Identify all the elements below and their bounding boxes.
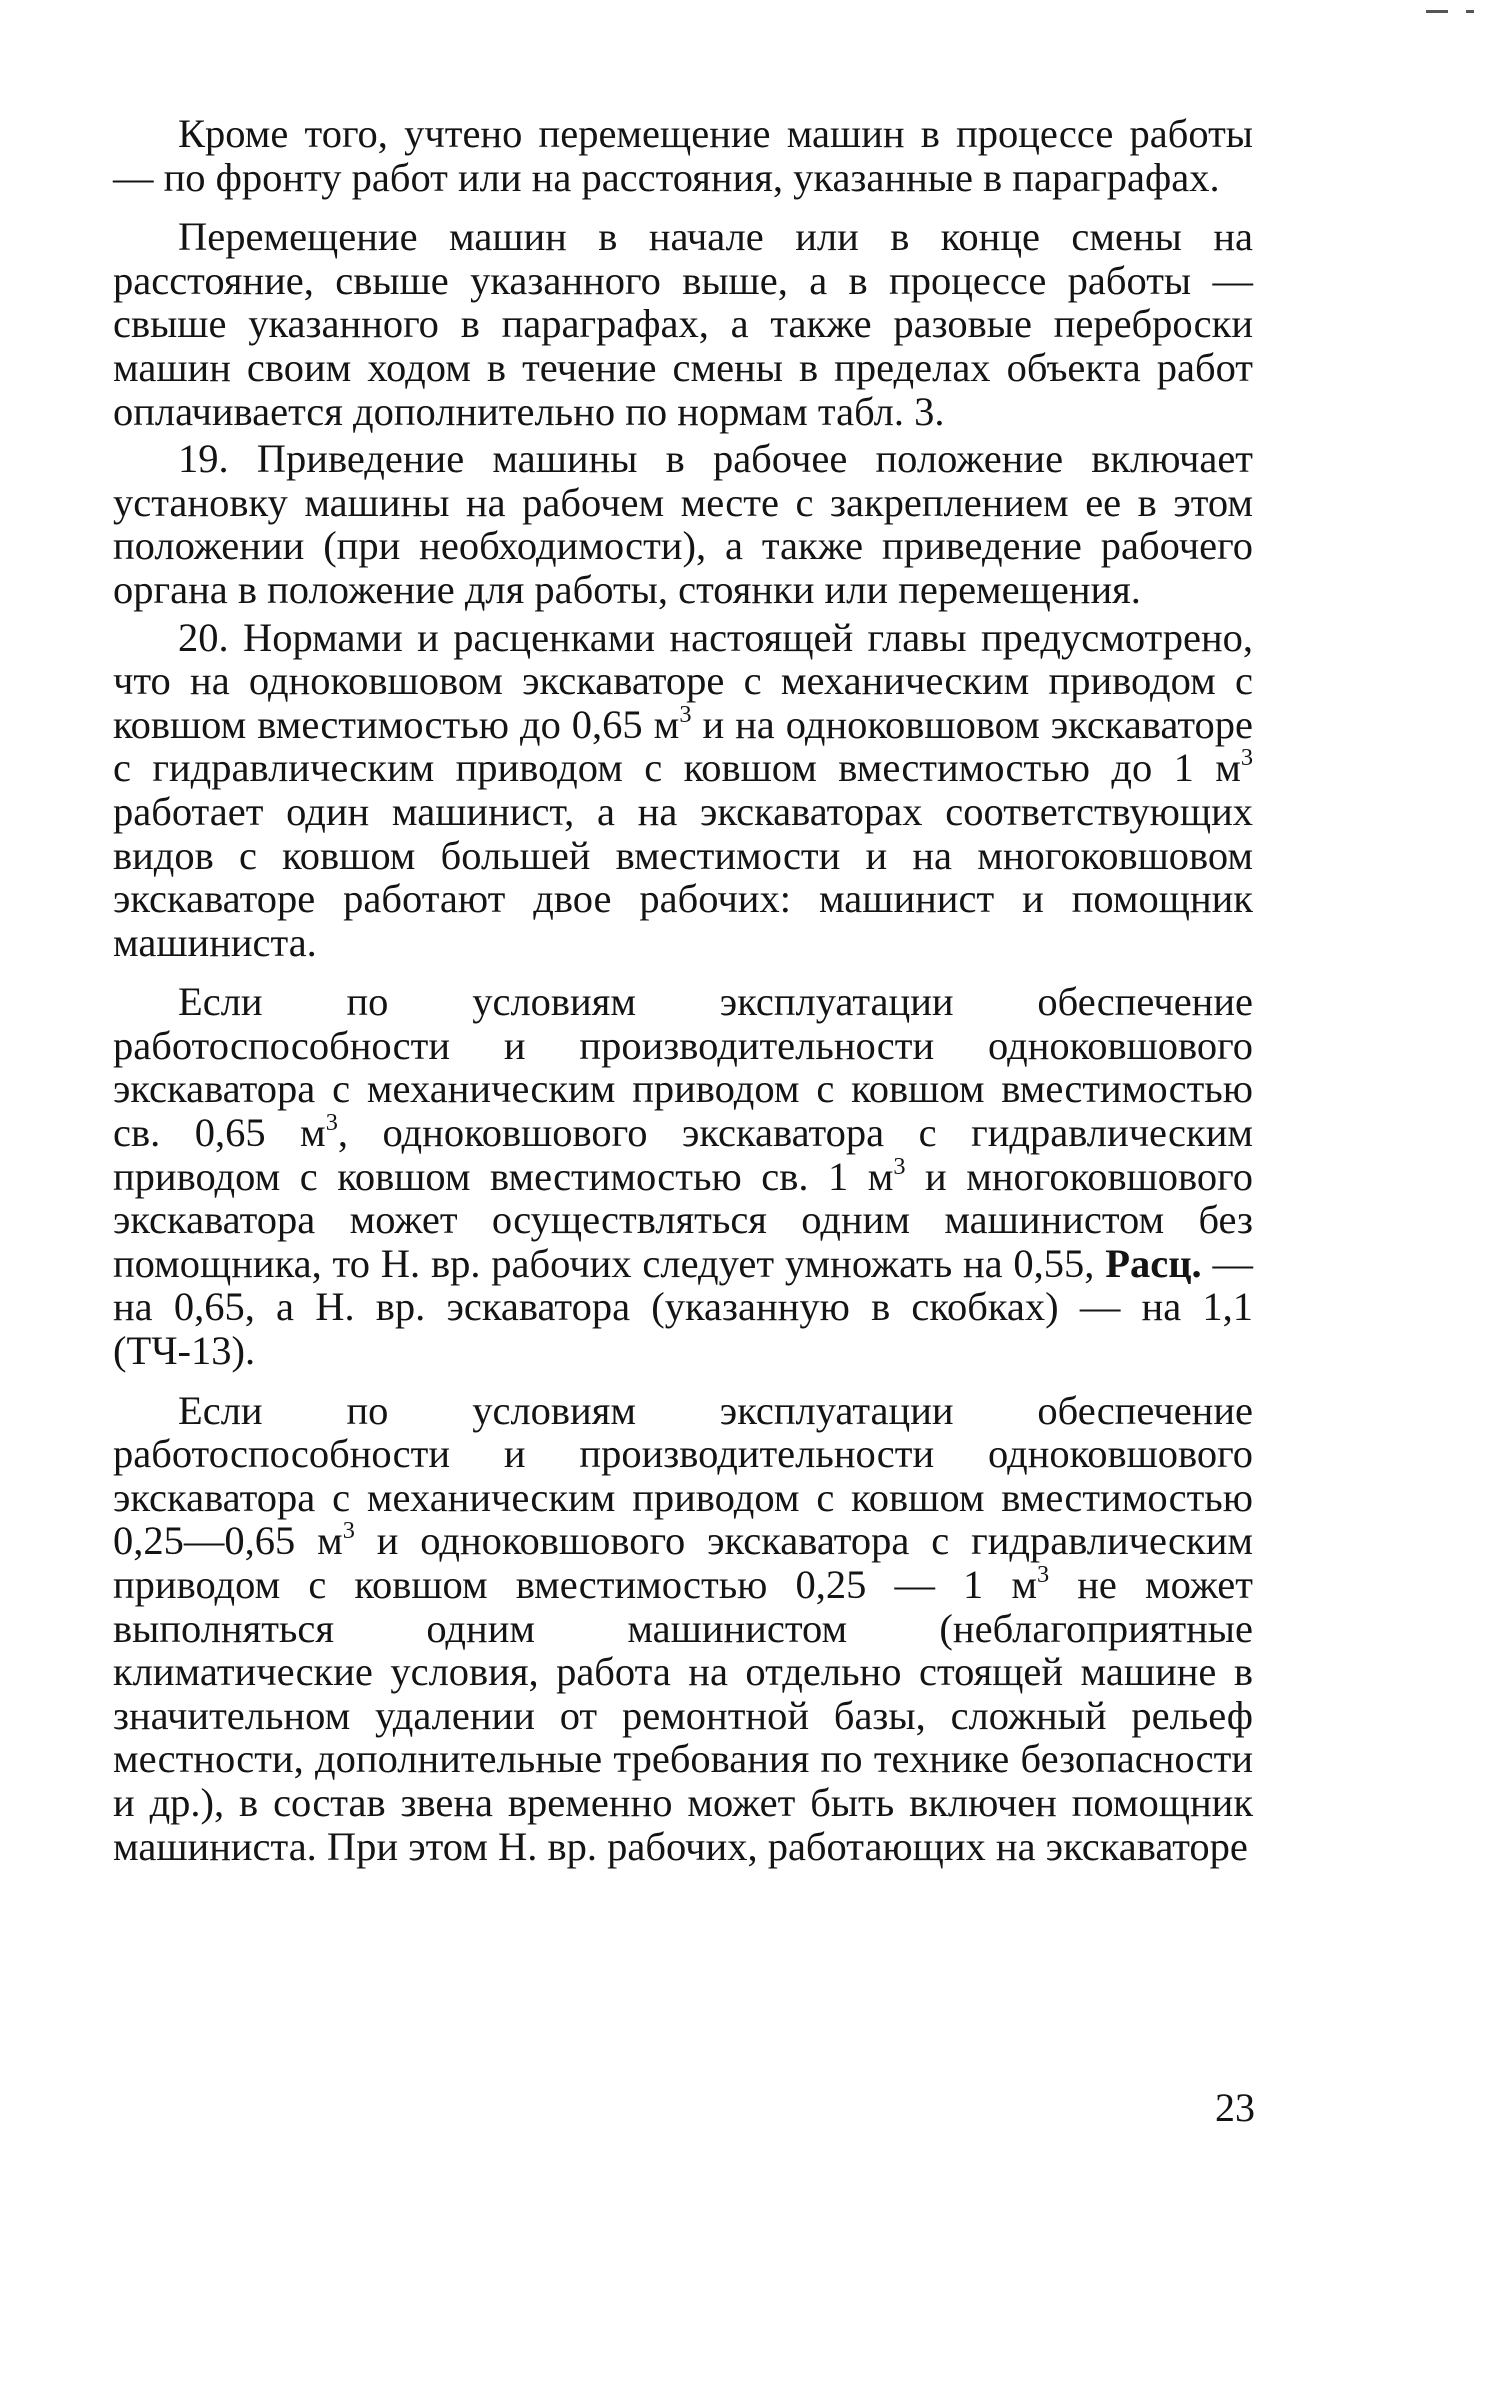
text-run: и одноковшового экскаватора с гидравлическим приводом с ковшом вместимостью 0,25 — 1 м: [113, 1518, 1253, 1607]
text-run: и на одноковшовом экскаваторе с гидравлическим приводом с ковшом вместимостью до 1 м: [113, 701, 1253, 791]
paragraph-20-crew-composition: [113, 616, 1253, 965]
text-run: , одноковшового экскаватора с гидравлическим приводом с ковшом вместимостью св. 1 м: [113, 1110, 1253, 1199]
text-run: не может выполняться одним машинистом (неблагоприятные климатические условия, работа на отдельно стоящей машине в значительном удалении от ремонтной базы, сложный рельеф местности, дополнительные требования по технике безопасности и др.), в состав звена временно может быть включен помощник машиниста. При этом Н. вр. рабочих, работающих на экскаваторе: [113, 1562, 1253, 1869]
body-text: [113, 112, 1253, 1868]
scan-edge-marks: [1426, 10, 1474, 14]
paragraph-assistant-operator: [113, 1389, 1253, 1869]
bold-term-rate: Расц.: [1105, 1240, 1202, 1286]
superscript: 3: [342, 1517, 355, 1545]
paragraph-extra-movement-payment: Перемещение машин в начале или в конце смены на расстояние, свыше указанного выше, а в процессе работы — свыше указанного в параграфах, а также разовые переброски машин своим ходом в течение смены в пределах объекта работ оплачивается дополнительно по нормам табл. 3.: [113, 214, 1253, 434]
text-run: работает один машинист, а на экскаваторах соответствующих видов с ковшом большей вместимости и на многоковшовом экскаваторе работают двое рабочих: машинист и помощник машиниста.: [113, 788, 1253, 965]
text-run: — на 0,65, а Н. вр. эскаватора (указанную в скобках) — на 1,1 (ТЧ-13).: [113, 1240, 1253, 1374]
paragraph-19-working-position: 19. Приведение машины в рабочее положение включает установку машины на рабочем месте с закреплением ее в этом положении (при необходимости), а также приведение рабочего органа в положение для работы, стоянки или перемещения.: [113, 436, 1253, 612]
paragraph-single-operator-coefficients: [113, 980, 1253, 1372]
superscript: 3: [1037, 1561, 1050, 1589]
text-run: Если по условиям эксплуатации обеспечение работоспособности и производительности одноковшового экскаватора с механическим приводом с ковшом вместимостью 0,25—0,65 м: [113, 1387, 1253, 1564]
text-run: Если по условиям эксплуатации обеспечение работоспособности и производительности одноковшового экскаватора с механическим приводом с ковшом вместимостью св. 0,65 м: [113, 979, 1253, 1156]
page-number: 23: [1215, 2085, 1255, 2130]
superscript: 3: [1240, 744, 1253, 772]
scan-mark: [1426, 10, 1448, 13]
paragraph-machine-movement: Кроме того, учтено перемещение машин в процессе работы — по фронту работ или на расстояния, указанные в параграфах.: [113, 111, 1253, 200]
text-run: и многоковшового экскаватора может осуществляться одним машинистом без помощника, то Н. вр. рабочих следует умножать на 0,55,: [113, 1153, 1253, 1286]
text-run: 20. Нормами и расценками настоящей главы предусмотрено, что на одноковшовом экскаваторе с механическим приводом с ковшом вместимостью до 0,65 м: [113, 614, 1253, 747]
superscript: 3: [325, 1109, 338, 1137]
scan-mark: [1466, 10, 1474, 13]
superscript: 3: [679, 700, 692, 728]
superscript: 3: [893, 1152, 906, 1180]
